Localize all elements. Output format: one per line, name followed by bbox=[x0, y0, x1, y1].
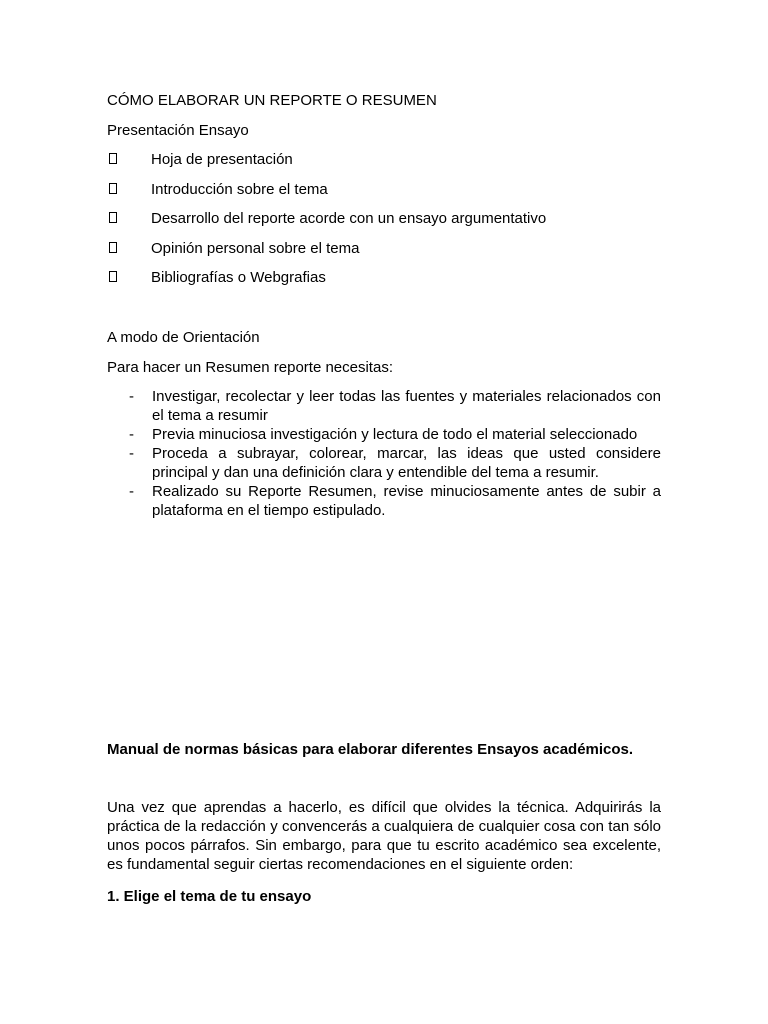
intro-paragraph: Una vez que aprendas a hacerlo, es difícil que olvides la técnica. Adquirirás la práctica de la redacción y convencerás a cualquiera de cualquier cosa con tan sólo unos pocos párrafos. Sin embargo, para que tu escrito académico sea excelente, es fundamental seguir ciertas recomendaciones en el siguiente orden: bbox=[107, 799, 661, 873]
orientation-heading: A modo de Orientación bbox=[107, 329, 260, 346]
needs-item-text: Investigar, recolectar y leer todas las fuentes y materiales relacionados con el tema a resumir bbox=[152, 388, 661, 424]
needs-intro: Para hacer un Resumen reporte necesitas: bbox=[107, 359, 393, 376]
section-subtitle: Presentación Ensayo bbox=[107, 122, 249, 139]
dash-bullet: - bbox=[129, 388, 134, 405]
checklist-item bbox=[107, 180, 661, 199]
checklist-item bbox=[107, 209, 661, 228]
checklist-item bbox=[107, 268, 661, 287]
checklist-item-text: Bibliografías o Webgrafias bbox=[151, 269, 326, 286]
checkbox-glyph-icon bbox=[109, 271, 117, 282]
dash-bullet: - bbox=[129, 426, 134, 443]
needs-list-item bbox=[107, 425, 661, 444]
needs-list-item bbox=[107, 482, 661, 520]
needs-list bbox=[107, 387, 661, 520]
step-heading: 1. Elige el tema de tu ensayo bbox=[107, 888, 312, 905]
presentation-checklist bbox=[107, 150, 661, 298]
needs-item-text: Proceda a subrayar, colorear, marcar, las ideas que usted considere principal y dan una definición clara y entendible del tema a resumir. bbox=[152, 445, 661, 481]
checkbox-glyph-icon bbox=[109, 183, 117, 194]
checklist-item-text: Opinión personal sobre el tema bbox=[151, 239, 360, 257]
dash-bullet: - bbox=[129, 445, 134, 462]
needs-list-item bbox=[107, 387, 661, 425]
needs-list-item bbox=[107, 444, 661, 482]
manual-heading: Manual de normas básicas para elaborar diferentes Ensayos académicos. bbox=[107, 741, 634, 758]
needs-item-text: Previa minuciosa investigación y lectura de todo el material seleccionado bbox=[152, 426, 638, 443]
needs-item-text: Realizado su Reporte Resumen, revise minuciosamente antes de subir a plataforma en el tiempo estipulado. bbox=[152, 483, 661, 519]
document-title: CÓMO ELABORAR UN REPORTE O RESUMEN bbox=[107, 92, 437, 109]
checkbox-glyph-icon bbox=[109, 212, 117, 223]
checklist-item bbox=[107, 239, 661, 258]
checkbox-glyph-icon bbox=[109, 242, 117, 253]
checklist-item-text: Desarrollo del reporte acorde con un ensayo argumentativo bbox=[151, 210, 547, 227]
checkbox-glyph-icon bbox=[109, 153, 117, 164]
checklist-item-text: Introducción sobre el tema bbox=[151, 180, 328, 198]
checklist-item-text: Hoja de presentación bbox=[151, 151, 293, 168]
checklist-item bbox=[107, 150, 661, 169]
dash-bullet: - bbox=[129, 483, 134, 500]
